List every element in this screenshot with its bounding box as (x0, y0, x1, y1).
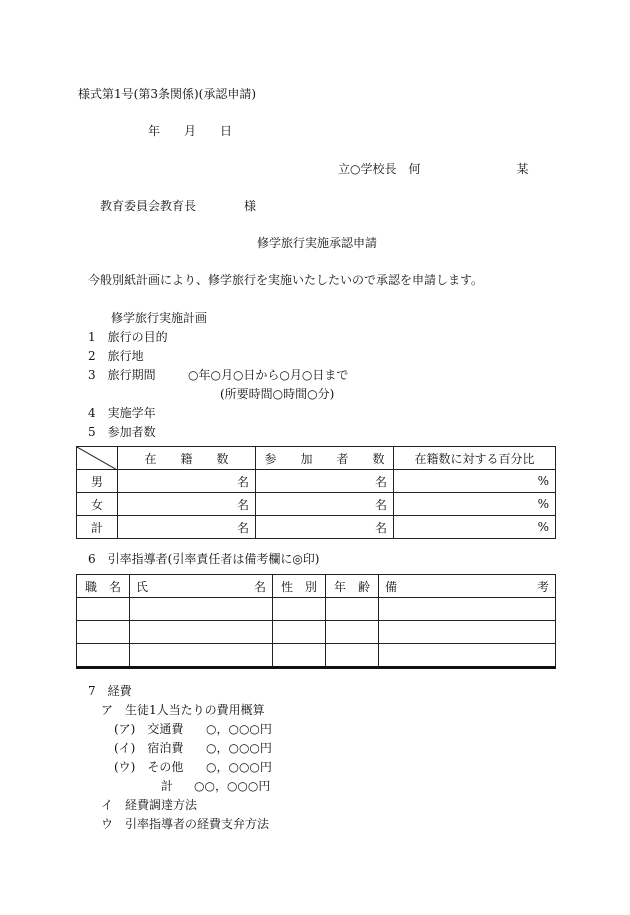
header-remarks (379, 575, 556, 598)
item-grade: 4 実施学年 (88, 406, 156, 420)
form-number: 様式第1号(第3条関係)(承認申請) (78, 87, 256, 101)
row-label: 女 (77, 493, 118, 516)
header-enrolled: 在 籍 数 (118, 447, 256, 470)
table-row (77, 621, 556, 644)
row-label: 計 (77, 516, 118, 539)
expense-label: (ア) 交通費 (114, 722, 184, 736)
expenses-heading: 7 経費 (88, 684, 132, 698)
enrolled-cell: 名 (118, 470, 256, 493)
expenses-sub-u: ウ 引率指導者の経費支弁方法 (101, 817, 270, 831)
percent-cell: % (394, 493, 556, 516)
item-duration: (所要時間○時間○分) (220, 387, 335, 401)
expense-amount: ○，○○○円 (206, 741, 272, 755)
header-sex: 性 別 (273, 575, 326, 598)
row-label: 男 (77, 470, 118, 493)
date-line: 年 月 日 (148, 124, 233, 138)
expenses-sub-i: イ 経費調達方法 (101, 798, 198, 812)
table-row (77, 516, 556, 539)
header-percent: 在籍数に対する百分比 (394, 447, 556, 470)
item-destination: 2 旅行地 (88, 349, 144, 363)
item-period-label: 3 旅行期間 (88, 368, 156, 382)
item-purpose: 1 旅行の目的 (88, 330, 168, 344)
header-name-family: 氏 (136, 579, 149, 594)
header-name (130, 575, 273, 598)
expenses-sub-a: ア 生徒1人当たりの費用概算 (101, 703, 265, 717)
expense-label: (イ) 宿泊費 (114, 741, 184, 755)
leaders-table (76, 574, 556, 669)
item-participants: 5 参加者数 (88, 425, 156, 439)
participants-cell: 名 (256, 516, 394, 539)
table-row (77, 644, 556, 668)
percent-cell: % (394, 516, 556, 539)
expense-label: (ウ) その他 (114, 760, 184, 774)
header-remarks-2: 考 (536, 579, 549, 594)
corner-cell (77, 447, 118, 470)
applicant: 立○学校長 何 某 (338, 162, 529, 176)
enrolled-cell: 名 (118, 493, 256, 516)
percent-cell: % (394, 470, 556, 493)
participants-cell: 名 (256, 470, 394, 493)
document-title: 修学旅行実施承認申請 (257, 236, 378, 250)
header-participants: 参 加 者 数 (256, 447, 394, 470)
diagonal-line (77, 447, 118, 470)
addressee: 教育委員会教育長 様 (100, 199, 257, 213)
header-remarks-1: 備 (385, 579, 398, 594)
header-position: 職 名 (77, 575, 130, 598)
header-name-given: 名 (253, 579, 266, 594)
expense-amount: ○，○○○円 (206, 760, 272, 774)
enrolled-cell: 名 (118, 516, 256, 539)
participants-table (76, 446, 556, 539)
plan-title: 修学旅行実施計画 (111, 311, 208, 325)
participants-cell: 名 (256, 493, 394, 516)
table-row (77, 598, 556, 621)
body-text: 今般別紙計画により、修学旅行を実施いたしたいので承認を申請します。 (88, 273, 484, 287)
expense-amount: ○，○○○円 (206, 722, 272, 736)
leaders-label: 6 引率指導者(引率責任者は備考欄に◎印) (88, 552, 320, 566)
table-row (77, 470, 556, 493)
expense-total-amount: ○○，○○○円 (194, 779, 271, 793)
header-age: 年 齢 (326, 575, 379, 598)
expense-total-label: 計 (161, 779, 174, 793)
item-period-value: ○年○月○日から○月○日まで (188, 368, 349, 382)
table-row (77, 493, 556, 516)
